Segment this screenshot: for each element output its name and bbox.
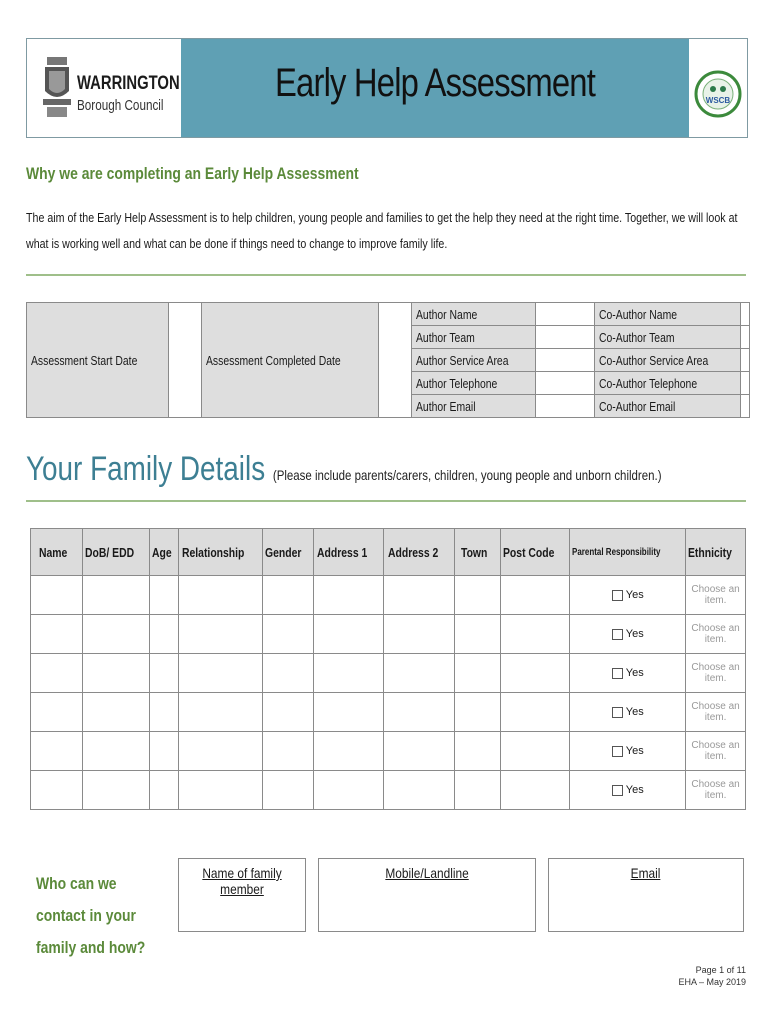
family-cell[interactable] <box>149 576 179 615</box>
emblem-text: WSCB <box>705 96 731 105</box>
parental-responsibility-cell[interactable] <box>570 732 686 771</box>
family-cell[interactable] <box>313 654 383 693</box>
family-cell[interactable] <box>83 693 149 732</box>
email-box[interactable]: Email <box>548 858 744 932</box>
family-cell[interactable] <box>83 732 149 771</box>
family-cell[interactable] <box>313 693 383 732</box>
author-field-label: Author Email <box>411 395 536 418</box>
family-cell[interactable] <box>263 654 314 693</box>
family-heading: Your Family Details (Please include parents/carers, children, young people and unborn children.) <box>26 450 662 488</box>
family-cell[interactable] <box>31 576 83 615</box>
author-field-label: Author Telephone <box>411 372 536 395</box>
family-cell[interactable] <box>454 576 500 615</box>
family-cell[interactable] <box>31 693 83 732</box>
family-cell[interactable] <box>501 771 570 810</box>
divider <box>26 500 746 502</box>
coauthor-field-value[interactable] <box>741 349 750 372</box>
family-cell[interactable] <box>501 693 570 732</box>
start-date-label: Assessment Start Date <box>27 303 169 418</box>
page-footer <box>678 964 746 988</box>
coauthor-field-value[interactable] <box>741 326 750 349</box>
family-cell[interactable] <box>83 615 149 654</box>
completed-date-field[interactable] <box>379 303 412 418</box>
mobile-landline-box[interactable]: Mobile/Landline <box>318 858 536 932</box>
ethnicity-dropdown[interactable]: Choose an item. <box>686 693 746 732</box>
column-header: Address 2 <box>384 529 454 576</box>
family-cell[interactable] <box>313 771 383 810</box>
coauthor-field-value[interactable] <box>741 372 750 395</box>
family-member-box[interactable]: Name of family member <box>178 858 306 932</box>
family-cell[interactable] <box>31 771 83 810</box>
family-table-row <box>31 771 746 810</box>
family-cell[interactable] <box>179 771 263 810</box>
family-cell[interactable] <box>179 654 263 693</box>
family-table-row <box>31 693 746 732</box>
contact-question: Who can we contact in your family and how? <box>36 874 146 957</box>
page-number: Page 1 of 11 <box>695 965 746 975</box>
yes-label: Yes <box>625 589 644 601</box>
author-field-label: Author Team <box>411 326 536 349</box>
column-header: Gender <box>263 529 314 576</box>
yes-label: Yes <box>625 706 644 718</box>
org-subname: Borough Council <box>77 97 164 114</box>
family-cell[interactable] <box>263 771 314 810</box>
family-cell[interactable] <box>149 732 179 771</box>
author-field-value[interactable] <box>536 326 595 349</box>
parental-responsibility-cell[interactable] <box>570 654 686 693</box>
family-cell[interactable] <box>179 732 263 771</box>
column-header: Address 1 <box>313 529 383 576</box>
yes-label: Yes <box>625 745 644 757</box>
column-header: Post Code <box>501 529 570 576</box>
family-cell[interactable] <box>384 771 454 810</box>
column-header: Relationship <box>179 529 263 576</box>
yes-label: Yes <box>625 667 644 679</box>
divider <box>26 274 746 276</box>
checkbox-icon[interactable] <box>612 746 623 757</box>
completed-date-label: Assessment Completed Date <box>201 303 378 418</box>
ethnicity-dropdown[interactable]: Choose an item. <box>686 654 746 693</box>
checkbox-icon[interactable] <box>612 629 623 640</box>
family-cell[interactable] <box>454 693 500 732</box>
author-field-value[interactable] <box>536 349 595 372</box>
section-heading: Why we are completing an Early Help Assessment <box>26 164 359 183</box>
family-cell[interactable] <box>384 693 454 732</box>
author-field-label: Author Name <box>411 303 536 326</box>
family-cell[interactable] <box>179 615 263 654</box>
family-table-row <box>31 615 746 654</box>
family-cell[interactable] <box>179 576 263 615</box>
family-cell[interactable] <box>149 654 179 693</box>
family-cell[interactable] <box>149 693 179 732</box>
org-name: WARRINGTON <box>77 73 180 94</box>
family-cell[interactable] <box>31 654 83 693</box>
family-cell[interactable] <box>263 732 314 771</box>
yes-label: Yes <box>625 628 644 640</box>
coauthor-field-value[interactable] <box>741 395 750 418</box>
coauthor-field-label: Co-Author Team <box>595 326 741 349</box>
title-band <box>181 39 689 137</box>
crest-icon <box>41 55 73 121</box>
emblem-icon <box>693 69 743 119</box>
family-cell[interactable] <box>454 771 500 810</box>
column-header: DoB/ EDD <box>83 529 149 576</box>
family-cell[interactable] <box>179 693 263 732</box>
family-cell[interactable] <box>501 732 570 771</box>
family-table-row <box>31 732 746 771</box>
family-cell[interactable] <box>384 732 454 771</box>
family-cell[interactable] <box>384 654 454 693</box>
family-cell[interactable] <box>501 615 570 654</box>
checkbox-icon[interactable] <box>612 785 623 796</box>
family-cell[interactable] <box>83 771 149 810</box>
column-header: Parental Responsibility <box>570 529 686 576</box>
column-header: Name <box>31 529 83 576</box>
checkbox-icon[interactable] <box>612 590 623 601</box>
family-cell[interactable] <box>384 615 454 654</box>
family-cell[interactable] <box>454 732 500 771</box>
family-cell[interactable] <box>263 693 314 732</box>
header <box>26 38 748 138</box>
family-table-header <box>31 529 746 576</box>
ethnicity-dropdown[interactable]: Choose an item. <box>686 732 746 771</box>
coauthor-field-label: Co-Author Name <box>595 303 741 326</box>
coauthor-field-value[interactable] <box>741 303 750 326</box>
author-field-value[interactable] <box>536 372 595 395</box>
family-cell[interactable] <box>313 615 383 654</box>
family-cell[interactable] <box>83 576 149 615</box>
family-cell[interactable] <box>31 732 83 771</box>
ethnicity-dropdown[interactable]: Choose an item. <box>686 771 746 810</box>
family-cell[interactable] <box>454 615 500 654</box>
parental-responsibility-cell[interactable] <box>570 615 686 654</box>
family-cell[interactable] <box>263 576 314 615</box>
family-cell[interactable] <box>501 654 570 693</box>
parental-responsibility-cell[interactable] <box>570 576 686 615</box>
family-subheading: (Please include parents/carers, children, young people and unborn children.) <box>272 467 662 483</box>
family-cell[interactable] <box>149 771 179 810</box>
coauthor-field-label: Co-Author Email <box>595 395 741 418</box>
family-cell[interactable] <box>83 654 149 693</box>
family-cell[interactable] <box>149 615 179 654</box>
ethnicity-dropdown[interactable]: Choose an item. <box>686 615 746 654</box>
family-cell[interactable] <box>31 615 83 654</box>
parental-responsibility-cell[interactable] <box>570 771 686 810</box>
family-cell[interactable] <box>384 576 454 615</box>
family-cell[interactable] <box>501 576 570 615</box>
family-cell[interactable] <box>454 654 500 693</box>
author-field-value[interactable] <box>536 303 595 326</box>
safeguarding-emblem <box>689 39 747 137</box>
family-table <box>30 528 746 810</box>
parental-responsibility-cell[interactable] <box>570 693 686 732</box>
coauthor-field-label: Co-Author Service Area <box>595 349 741 372</box>
author-field-label: Author Service Area <box>411 349 536 372</box>
column-header: Ethnicity <box>686 529 746 576</box>
start-date-field[interactable] <box>168 303 201 418</box>
coauthor-field-label: Co-Author Telephone <box>595 372 741 395</box>
family-cell[interactable] <box>313 576 383 615</box>
page-title: Early Help Assessment <box>274 61 596 105</box>
column-header: Town <box>454 529 500 576</box>
ethnicity-dropdown[interactable]: Choose an item. <box>686 576 746 615</box>
author-table <box>26 302 750 418</box>
family-table-row <box>31 654 746 693</box>
checkbox-icon[interactable] <box>612 707 623 718</box>
document-version: EHA – May 2019 <box>678 977 746 987</box>
family-cell[interactable] <box>263 615 314 654</box>
family-table-row <box>31 576 746 615</box>
author-field-value[interactable] <box>536 395 595 418</box>
checkbox-icon[interactable] <box>612 668 623 679</box>
intro-text: The aim of the Early Help Assessment is to help children, young people and families to get the help they need at the right time. Together, we will look at what is working well and what can be done if things need to change to improve family life. <box>26 210 738 251</box>
council-logo <box>27 39 183 137</box>
column-header: Age <box>149 529 179 576</box>
family-cell[interactable] <box>313 732 383 771</box>
yes-label: Yes <box>625 784 644 796</box>
